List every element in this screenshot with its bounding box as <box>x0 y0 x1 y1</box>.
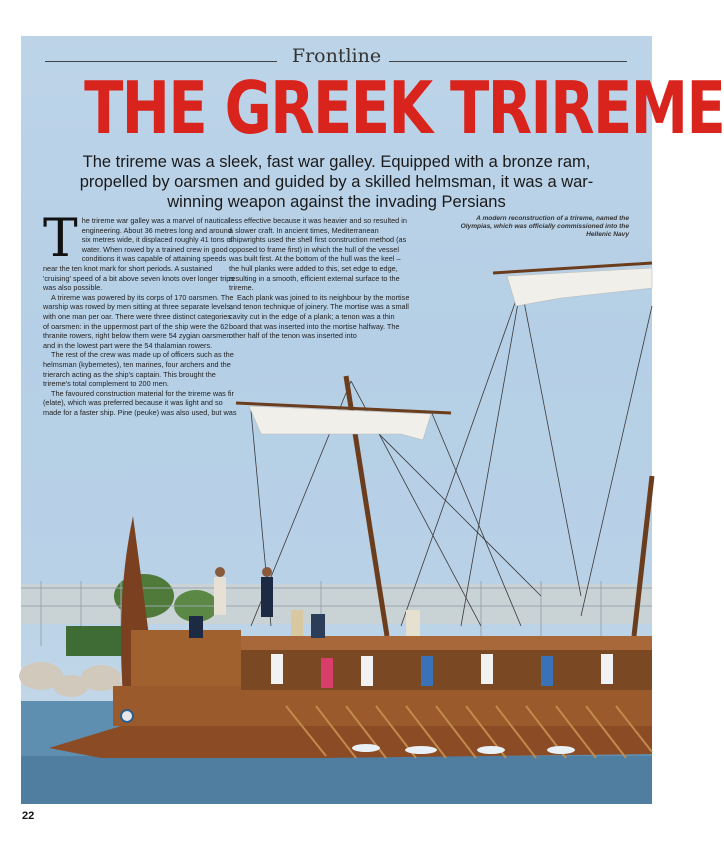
page-number: 22 <box>22 810 35 822</box>
sea-deep <box>21 756 652 804</box>
body-column-2 <box>229 216 411 341</box>
body-column-1 <box>43 209 239 417</box>
section-label: Frontline <box>291 45 382 67</box>
standfirst: The trireme was a sleek, fast war galley. Equipped with a bronze ram, propelled by oarsmen and guided by a skilled helmsman, it was a war-winning weapon against the invading Persians <box>79 153 594 211</box>
photo-page <box>21 36 724 804</box>
paragraph: Each plank was joined to its neighbour by the mortise and tenon technique of joinery. The mortise was a small cavity cut in the edge of a plank; a tenon was a thin board that was inserted into the mortise halfway. The other half of the tenon was inserted into <box>229 292 410 341</box>
deck-edge <box>241 636 652 650</box>
rower-gallery <box>241 650 652 690</box>
headline: THE GREEK TRIREME <box>84 66 724 150</box>
photo-caption: A modern reconstruction of a trireme, named the Olympias, which was officially commissioned into the Hellenic Navy <box>460 215 629 238</box>
second-sail <box>507 268 652 306</box>
paragraph: The favoured construction material for the trireme was fir (elate), which was preferred because it was light and so made for a faster ship. Pine (peuke) was also used, but was <box>43 388 237 417</box>
paragraph: The rest of the crew was made up of officers such as the helmsman (kybernetes), ten marines, four archers and the trierarch acting as the ship's captain. This brought the trireme's total complement to 200 men. <box>43 350 234 389</box>
hull-upper <box>113 686 652 726</box>
hull-emblem <box>121 710 133 722</box>
paragraph: A trireme was powered by its corps of 170 oarsmen. The warship was rowed by men sitting at three separate levels, with one man per oar. There were three distinct categories of oarsmen: in the uppermost part of the ship were the 62 thranite rowers, right below them were 54 zygian oarsmen and in the lowest part were the 54 thalamian rowers. <box>43 292 234 350</box>
stern-cabin <box>131 630 241 690</box>
paragraph: The trireme war galley was a marvel of nautical engineering. About 36 metres long and around six metres wide, it displaced roughly 41 tons of water. When rowed by a trained crew in good conditions it was capable of attaining speeds near the ten knot mark for short periods. A sustained 'cruising' speed of a bit above seven knots over longer trips was also possible. <box>43 209 234 293</box>
paragraph: less effective because it was heavier and so resulted in a slower craft. In ancient times, Mediterranean shipwrights used the shell first construction method (as opposed to frame first) in which the hull of the vessel was built first. At the bottom of the hull was the keel – the hull planks were added to this, set edge to edge, resulting in a smooth, efficient external surface to the trireme. <box>229 216 407 293</box>
drop-cap: T <box>43 209 78 269</box>
